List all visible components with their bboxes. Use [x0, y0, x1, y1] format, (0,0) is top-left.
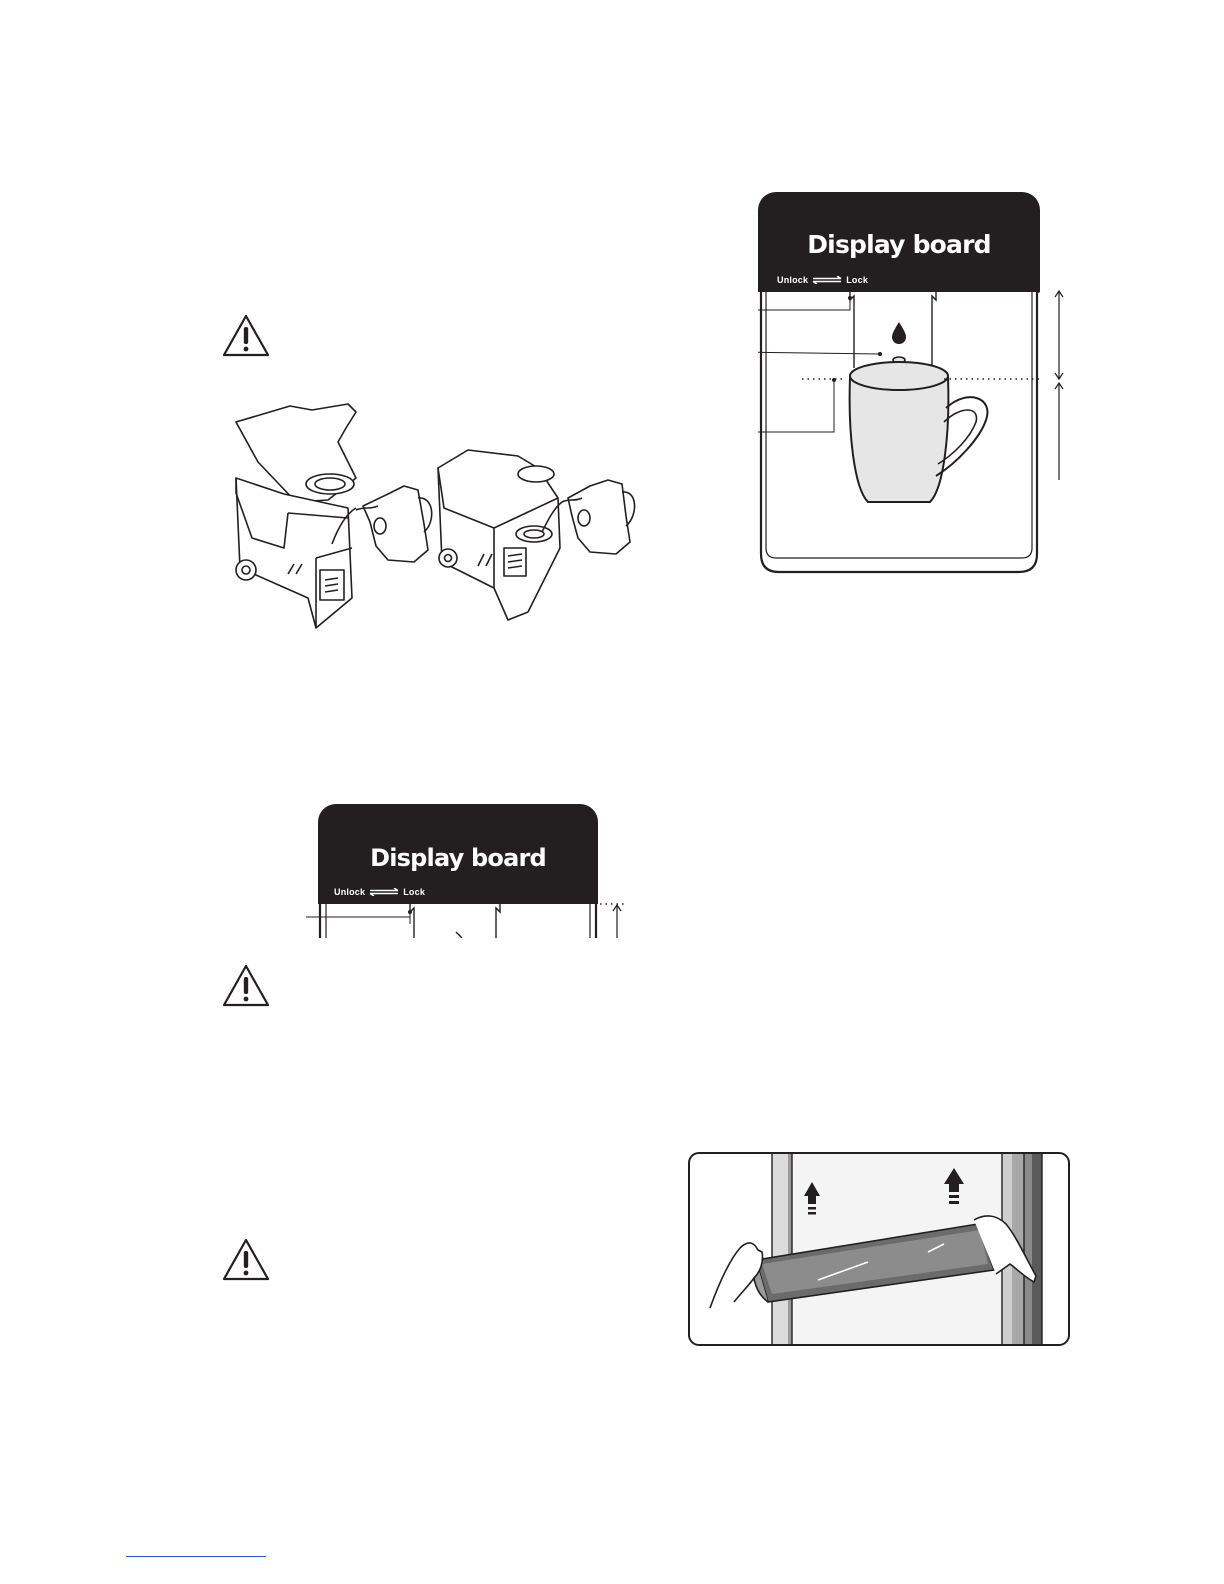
- warning-icon: [222, 314, 270, 358]
- display-board-title: Display board: [807, 230, 991, 259]
- left-tank-body: [236, 478, 352, 628]
- unlock-lock-indicator: [334, 887, 425, 897]
- display-board-title: Display board: [370, 844, 546, 872]
- swap-arrows-icon: [368, 888, 400, 896]
- right-pitcher: [562, 480, 635, 554]
- unlock-label: Unlock: [777, 275, 809, 285]
- lock-label: Lock: [403, 887, 426, 897]
- warning-icon: [222, 1238, 270, 1282]
- lock-label: Lock: [846, 275, 869, 285]
- dispenser-diagram-large: [758, 192, 1040, 574]
- display-board-header: [318, 804, 598, 904]
- door-shelf-removal-illustration: [688, 1152, 1070, 1346]
- warning-icon: [222, 964, 270, 1008]
- closed-tank: [438, 450, 560, 620]
- water-tank-filling-illustration: [228, 398, 638, 636]
- unlock-lock-indicator: [777, 275, 868, 285]
- display-board-header: [758, 192, 1040, 292]
- swap-arrows-icon: [811, 276, 843, 284]
- small-board-leader-lines: [300, 900, 630, 940]
- footer-link-underline: [126, 1556, 266, 1557]
- unlock-label: Unlock: [334, 887, 366, 897]
- left-pitcher: [356, 486, 432, 562]
- height-dimension-arrow: [1048, 288, 1070, 484]
